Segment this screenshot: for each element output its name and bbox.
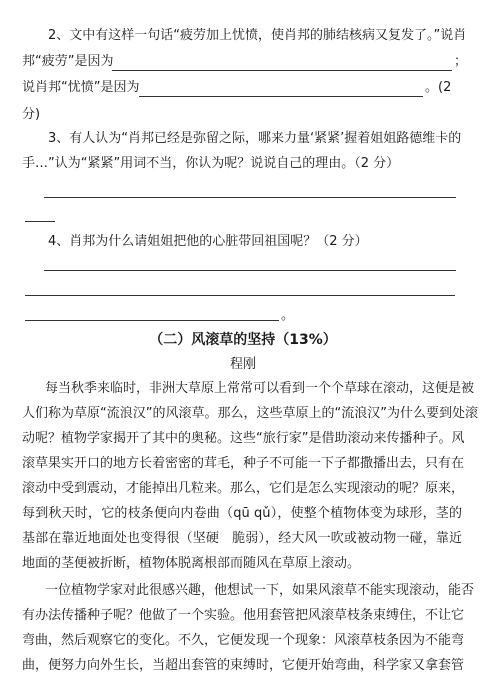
section-author: 程刚 (229, 357, 256, 372)
q2-score-tail: 分) (22, 107, 41, 122)
q3-line1: 3、有人认为“肖邦已经是弥留之际，哪来力量‘紧紧’握着姐姐路德维卡的 (48, 131, 462, 146)
q2-fatigue-end: ； (454, 54, 468, 69)
q2-line1: 2、文中有这样一句话“疲劳加上忧愤，使肖邦的肺结核病又复发了。”说肖 (48, 28, 467, 43)
q3-line2: 手…”认为“紧紧”用词不当，你认为呢？说说自己的理由。（2 分） (22, 156, 400, 171)
p1-line-6: 每到秋天时，它的枝条便向内卷曲（qū qǔ），使整个植物体变为球形，茎的 (22, 506, 462, 521)
q3-answer-line-2 (25, 221, 55, 222)
p2-line-2: 有办法传播种子呢？他做了一个实验。他用套管把风滚草枝条束缚住，不让它 (22, 608, 465, 623)
p1-line-4: 滚草果实开口的地方长着密密的茸毛，种子不可能一下子都撒播出去，只有在 (22, 456, 465, 471)
q4-answer-line-3 (25, 320, 279, 321)
p1-line-2: 人们称为草原“流浪汉”的风滚草。那么，这些草原上的“流浪汉”为什么要到处滚 (22, 406, 478, 421)
p1-line-8: 地面的茎便被折断，植物体脱离根部而随风在草原上滚动。 (22, 556, 361, 571)
q2-fatigue-label: 邦“疲劳”是因为 (22, 54, 114, 69)
p1-line-1: 每当秋季来临时，非洲大草原上常常可以看到一个个草球在滚动，这便是被 (45, 381, 475, 396)
q2-grief-answer-line (139, 96, 423, 97)
p1-line-3: 动呢？植物学家揭开了其中的奥秘。这些“旅行家”是借助滚动来传播种子。风 (22, 431, 465, 446)
p2-line-3: 弯曲，然后观察它的变化。不久，它便发现一个现象：风滚草枝条因为不能弯 (22, 633, 465, 648)
q2-grief-label: 说肖邦“忧愤”是因为 (22, 80, 140, 95)
section-title: （二）风滚草的坚持（13%） (149, 332, 337, 348)
p1-line-5: 滚动中受到震动，才能掉出几粒来。那么，它们是怎么实现滚动的呢？原来， (22, 481, 465, 496)
p2-line-1: 一位植物学家对此很感兴趣，他想试一下，如果风滚草不能实现滚动，能否 (45, 583, 475, 598)
q4-end-mark: 。 (281, 308, 295, 323)
p1-line-7: 基部在靠近地面处也变得很（坚硬 脆弱），经大风一吹或被动物一碰，靠近 (22, 531, 462, 546)
q3-answer-line-1 (44, 197, 456, 198)
q4-answer-line-1 (44, 270, 456, 271)
p2-line-4: 曲，便努力向外生长，当超出套管的束缚时，它便开始弯曲，科学家又拿套管 (22, 658, 465, 673)
q2-fatigue-answer-line (112, 70, 452, 71)
q4-line1: 4、肖邦为什么请姐姐把他的心脏带回祖国呢？（2 分） (48, 234, 368, 249)
q2-grief-end: 。(2 (425, 80, 452, 95)
q4-answer-line-2 (25, 295, 455, 296)
